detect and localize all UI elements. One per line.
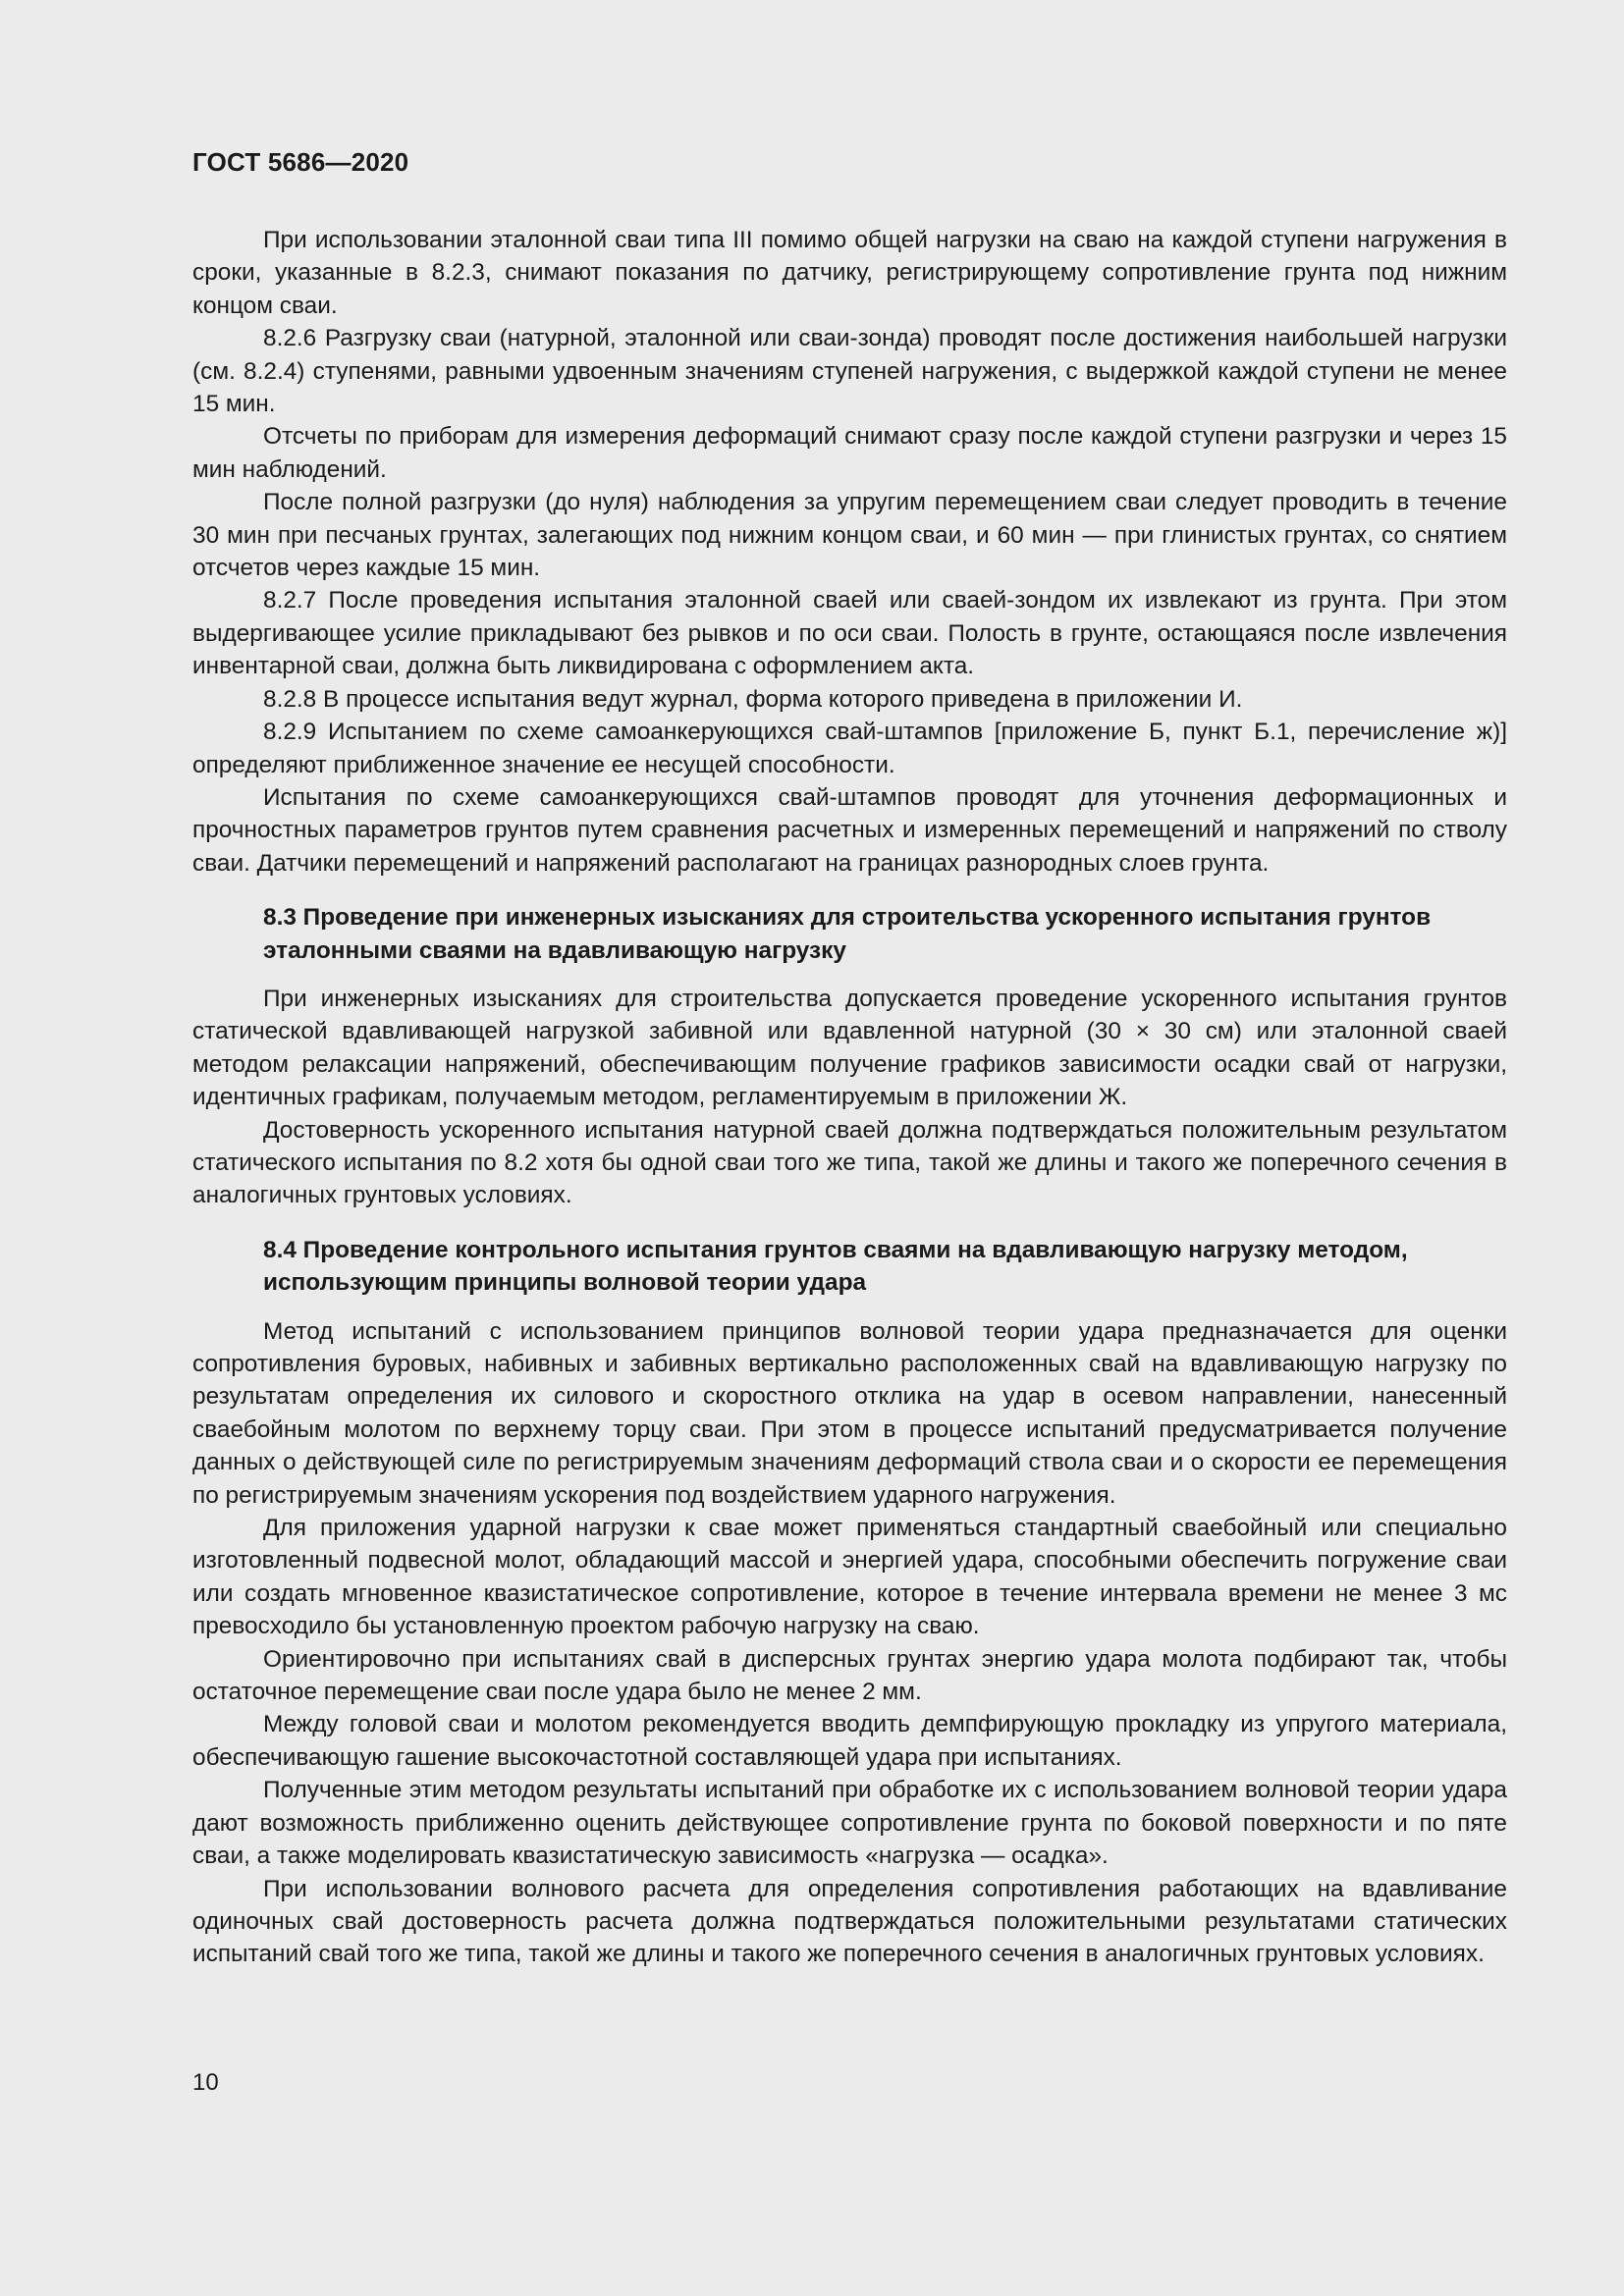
- document-header-code: ГОСТ 5686—2020: [192, 147, 409, 177]
- paragraph-8-2-9: 8.2.9 Испытанием по схеме самоанкерующихся свай-штампов [приложение Б, пункт Б.1, перечисление ж)] определяют приближенное значение ее несущей способности.: [192, 719, 1507, 778]
- paragraph: Достоверность ускоренного испытания натурной сваей должна подтверждаться положительным результатом статического испытания по 8.2 хотя бы одной сваи того же типа, такой же длины и такого же поперечного сечения в аналогичных грунтовых условиях.: [192, 1116, 1507, 1209]
- paragraph: Отсчеты по приборам для измерения деформаций снимают сразу после каждой ступени разгрузки и через 15 мин наблюдений.: [192, 423, 1507, 483]
- paragraph-8-2-6: 8.2.6 Разгрузку сваи (натурной, эталонной или сваи-зонда) проводят после достижения наибольшей нагрузки (см. 8.2.4) ступенями, равными удвоенным значениям ступеней нагружения, с выдержкой каждой ступени не менее 15 мин.: [192, 325, 1507, 418]
- paragraph: Для приложения ударной нагрузки к свае может применяться стандартный сваебойный или специально изготовленный подвесной молот, обладающий массой и энергией удара, способными обеспечить погружение сваи или создать мгновенное квазистатическое сопротивление, которое в течение интервала времени не менее 3 мс превосходило бы установленную проектом рабочую нагрузку на сваю.: [192, 1515, 1507, 1640]
- page-number: 10: [192, 2069, 219, 2096]
- paragraph-8-2-7: 8.2.7 После проведения испытания эталонной сваей или сваей-зондом их извлекают из грунта. При этом выдергивающее усилие прикладывают без рывков и по оси сваи. Полость в грунте, остающаяся после извлечения инвентарной сваи, должна быть ликвидирована с оформлением акта.: [192, 587, 1507, 680]
- paragraph-8-2-8: 8.2.8 В процессе испытания ведут журнал, форма которого приведена в приложении И.: [263, 685, 1243, 713]
- paragraph: При использовании эталонной сваи типа III помимо общей нагрузки на сваю на каждой ступени нагружения в сроки, указанные в 8.2.3, снимают показания по датчику, регистрирующему сопротивление грунта под нижним концом сваи.: [192, 227, 1507, 319]
- section-heading-8-4: 8.4 Проведение контрольного испытания грунтов сваями на вдавливающую нагрузку методом, использующим принципы волновой теории удара: [263, 1236, 1408, 1297]
- paragraph: Метод испытаний с использованием принципов волновой теории удара предназначается для оценки сопротивления буровых, набивных и забивных вертикально расположенных свай на вдавливающую нагрузку по результатам определения их силового и скоростного отклика на удар в осевом направлении, нанесенный сваебойным молотом по верхнему торцу сваи. При этом в процессе испытаний предусматривается получение данных о действующей силе по регистрируемым значениям деформаций ствола сваи и о скорости ее перемещения по регистрируемым значениям ускорения под воздействием ударного нагружения.: [192, 1317, 1507, 1509]
- document-body: [192, 224, 1507, 1971]
- paragraph: Испытания по схеме самоанкерующихся свай-штампов проводят для уточнения деформационных и прочностных параметров грунтов путем сравнения расчетных и измеренных перемещений и напряжений по стволу сваи. Датчики перемещений и напряжений располагают на границах разнородных слоев грунта.: [192, 783, 1507, 877]
- paragraph: При инженерных изысканиях для строительства допускается проведение ускоренного испытания грунтов статической вдавливающей нагрузкой забивной или вдавленной натурной (30 × 30 см) или эталонной сваей методом релаксации напряжений, обеспечивающим получение графиков зависимости осадки свай от нагрузки, идентичных графикам, получаемым методом, регламентируемым в приложении Ж.: [192, 985, 1507, 1111]
- paragraph: Ориентировочно при испытаниях свай в дисперсных грунтах энергию удара молота подбирают так, чтобы остаточное перемещение сваи после удара было не менее 2 мм.: [192, 1645, 1507, 1706]
- paragraph: Между головой сваи и молотом рекомендуется вводить демпфирующую прокладку из упругого материала, обеспечивающую гашение высокочастотной составляющей удара при испытаниях.: [192, 1711, 1507, 1771]
- paragraph: Полученные этим методом результаты испытаний при обработке их с использованием волновой теории удара дают возможность приближенно оценить действующее сопротивление грунта по боковой поверхности и по пяте сваи, а также моделировать квазистатическую зависимость «нагрузка — осадка».: [192, 1777, 1507, 1870]
- paragraph: При использовании волнового расчета для определения сопротивления работающих на вдавливание одиночных свай достоверность расчета должна подтверждаться положительными результатами статических испытаний свай того же типа, такой же длины и такого же поперечного сечения в аналогичных грунтовых условиях.: [192, 1875, 1507, 1968]
- paragraph: После полной разгрузки (до нуля) наблюдения за упругим перемещением сваи следует проводить в течение 30 мин при песчаных грунтах, залегающих под нижним концом сваи, и 60 мин — при глинистых грунтах, со снятием отсчетов через каждые 15 мин.: [192, 489, 1507, 582]
- section-heading-8-3: 8.3 Проведение при инженерных изысканиях для строительства ускоренного испытания грунтов эталонными сваями на вдавливающую нагрузку: [263, 904, 1432, 964]
